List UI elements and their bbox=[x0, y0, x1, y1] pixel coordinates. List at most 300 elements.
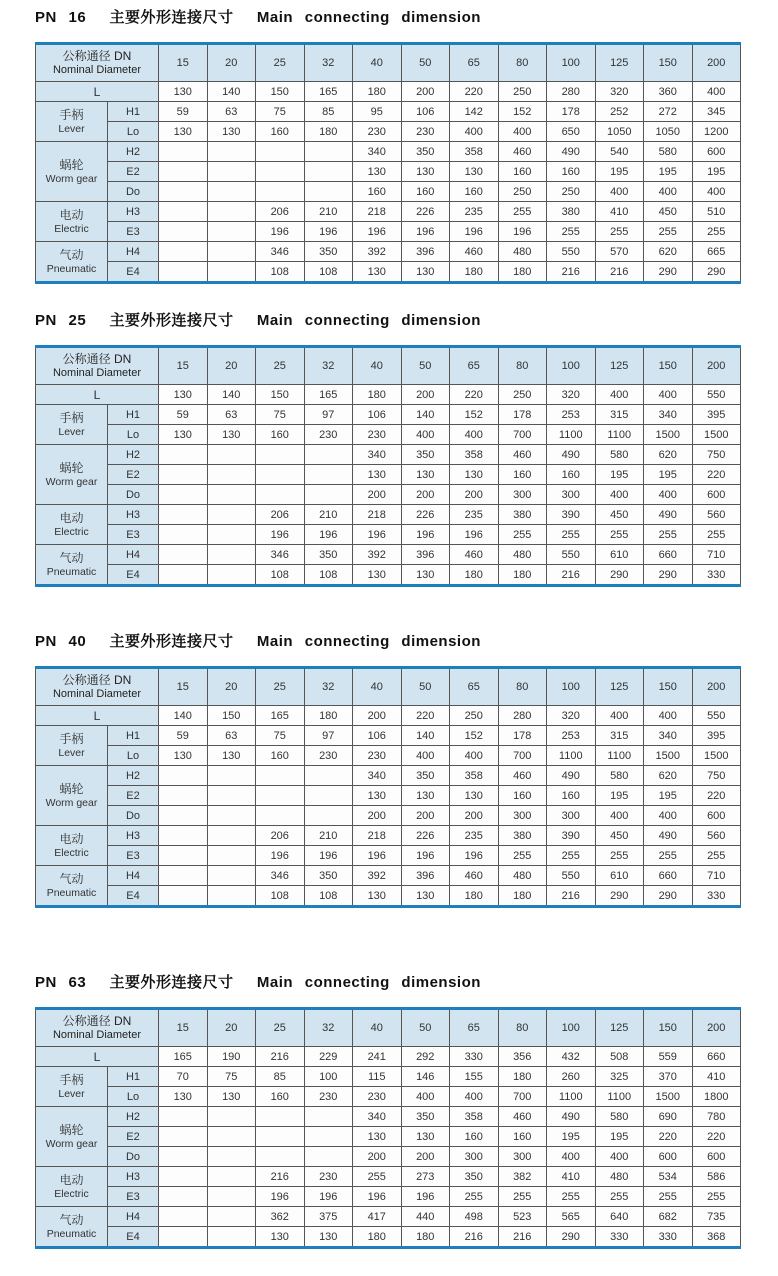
dn-column-200: 200 bbox=[692, 1009, 741, 1047]
value-cell bbox=[207, 445, 256, 465]
value-cell: 610 bbox=[595, 545, 644, 565]
value-cell: 315 bbox=[595, 405, 644, 425]
value-cell: 358 bbox=[450, 142, 499, 162]
value-cell: 130 bbox=[401, 162, 450, 182]
value-cell: 180 bbox=[353, 1227, 402, 1248]
row-label-l: L bbox=[36, 82, 159, 102]
value-cell: 600 bbox=[692, 142, 741, 162]
value-cell: 440 bbox=[401, 1207, 450, 1227]
header-label-en: Nominal Diameter bbox=[52, 1029, 142, 1041]
value-cell bbox=[207, 1187, 256, 1207]
value-cell: 108 bbox=[256, 262, 305, 283]
value-cell: 340 bbox=[353, 766, 402, 786]
value-cell: 350 bbox=[401, 1107, 450, 1127]
value-cell: 290 bbox=[644, 886, 693, 907]
value-cell: 360 bbox=[644, 82, 693, 102]
group-label-zh: 蜗轮 bbox=[59, 460, 84, 475]
value-cell bbox=[207, 262, 256, 283]
value-cell: 255 bbox=[595, 1187, 644, 1207]
title-pn: PN 40 bbox=[35, 633, 87, 650]
value-cell: 130 bbox=[353, 786, 402, 806]
title-pn: PN 63 bbox=[35, 974, 87, 991]
value-cell: 130 bbox=[353, 886, 402, 907]
value-cell bbox=[256, 1107, 305, 1127]
value-cell: 130 bbox=[256, 1227, 305, 1248]
value-cell: 340 bbox=[353, 445, 402, 465]
table-row bbox=[36, 1107, 741, 1127]
value-cell: 498 bbox=[450, 1207, 499, 1227]
header-row bbox=[36, 347, 741, 385]
value-cell: 140 bbox=[207, 82, 256, 102]
value-cell bbox=[304, 162, 353, 182]
value-cell: 160 bbox=[547, 465, 596, 485]
value-cell: 196 bbox=[256, 846, 305, 866]
value-cell: 523 bbox=[498, 1207, 547, 1227]
table-row bbox=[36, 866, 741, 886]
value-cell bbox=[304, 806, 353, 826]
value-cell bbox=[159, 1167, 208, 1187]
value-cell: 255 bbox=[595, 222, 644, 242]
value-cell: 330 bbox=[595, 1227, 644, 1248]
value-cell: 660 bbox=[692, 1047, 741, 1067]
row-label-e2: E2 bbox=[108, 1127, 159, 1147]
dn-column-100: 100 bbox=[547, 668, 596, 706]
value-cell: 206 bbox=[256, 826, 305, 846]
group-label-lever bbox=[36, 405, 108, 445]
value-cell bbox=[159, 846, 208, 866]
title-zh: 主要外形连接尺寸 bbox=[109, 312, 234, 329]
value-cell: 392 bbox=[353, 545, 402, 565]
group-label-en: Electric bbox=[54, 222, 89, 235]
dn-column-25: 25 bbox=[256, 347, 305, 385]
table-row bbox=[36, 122, 741, 142]
value-cell bbox=[207, 485, 256, 505]
value-cell: 1100 bbox=[547, 746, 596, 766]
value-cell bbox=[256, 182, 305, 202]
value-cell: 220 bbox=[692, 1127, 741, 1147]
value-cell: 130 bbox=[450, 162, 499, 182]
value-cell: 220 bbox=[450, 82, 499, 102]
value-cell: 490 bbox=[644, 826, 693, 846]
table-body bbox=[36, 347, 741, 586]
dn-column-150: 150 bbox=[644, 1009, 693, 1047]
value-cell: 1500 bbox=[644, 425, 693, 445]
value-cell: 400 bbox=[644, 385, 693, 405]
value-cell: 460 bbox=[450, 545, 499, 565]
value-cell bbox=[207, 826, 256, 846]
value-cell: 490 bbox=[547, 445, 596, 465]
value-cell bbox=[304, 786, 353, 806]
value-cell: 130 bbox=[353, 162, 402, 182]
value-cell bbox=[207, 1167, 256, 1187]
value-cell bbox=[304, 142, 353, 162]
title-zh: 主要外形连接尺寸 bbox=[109, 9, 234, 26]
dimension-table bbox=[35, 42, 741, 284]
value-cell: 196 bbox=[450, 846, 499, 866]
value-cell: 130 bbox=[207, 122, 256, 142]
value-cell: 195 bbox=[595, 162, 644, 182]
value-cell: 350 bbox=[304, 866, 353, 886]
value-cell: 190 bbox=[207, 1047, 256, 1067]
dn-column-65: 65 bbox=[450, 668, 499, 706]
value-cell: 130 bbox=[207, 425, 256, 445]
value-cell: 345 bbox=[692, 102, 741, 122]
value-cell: 1100 bbox=[595, 1087, 644, 1107]
value-cell: 750 bbox=[692, 445, 741, 465]
value-cell bbox=[207, 1107, 256, 1127]
value-cell: 63 bbox=[207, 102, 256, 122]
value-cell: 390 bbox=[547, 826, 596, 846]
value-cell: 580 bbox=[595, 445, 644, 465]
row-label-h4: H4 bbox=[108, 1207, 159, 1227]
row-label-do: Do bbox=[108, 806, 159, 826]
value-cell: 1100 bbox=[595, 746, 644, 766]
value-cell: 780 bbox=[692, 1107, 741, 1127]
value-cell: 97 bbox=[304, 726, 353, 746]
value-cell: 210 bbox=[304, 505, 353, 525]
table-row bbox=[36, 202, 741, 222]
value-cell: 130 bbox=[401, 1127, 450, 1147]
dn-column-40: 40 bbox=[353, 668, 402, 706]
table-row bbox=[36, 545, 741, 565]
row-label-lo: Lo bbox=[108, 746, 159, 766]
value-cell: 600 bbox=[644, 1147, 693, 1167]
value-cell: 700 bbox=[498, 746, 547, 766]
value-cell: 250 bbox=[498, 82, 547, 102]
group-label-zh: 电动 bbox=[59, 510, 84, 525]
value-cell bbox=[159, 142, 208, 162]
dn-column-32: 32 bbox=[304, 668, 353, 706]
value-cell: 660 bbox=[644, 545, 693, 565]
row-label-h1: H1 bbox=[108, 1067, 159, 1087]
value-cell bbox=[159, 202, 208, 222]
value-cell bbox=[159, 525, 208, 545]
dn-column-80: 80 bbox=[498, 1009, 547, 1047]
value-cell: 220 bbox=[450, 385, 499, 405]
dn-column-200: 200 bbox=[692, 668, 741, 706]
header-label-zh: 公称通径 DN bbox=[62, 1014, 132, 1028]
value-cell: 160 bbox=[547, 786, 596, 806]
dn-column-80: 80 bbox=[498, 44, 547, 82]
value-cell: 180 bbox=[450, 565, 499, 586]
value-cell: 59 bbox=[159, 102, 208, 122]
header-row bbox=[36, 668, 741, 706]
value-cell: 480 bbox=[498, 242, 547, 262]
value-cell: 392 bbox=[353, 242, 402, 262]
dn-column-200: 200 bbox=[692, 347, 741, 385]
value-cell: 400 bbox=[644, 706, 693, 726]
value-cell: 178 bbox=[498, 405, 547, 425]
row-label-e3: E3 bbox=[108, 1187, 159, 1207]
value-cell: 586 bbox=[692, 1167, 741, 1187]
title-en: Main connecting dimension bbox=[256, 974, 481, 991]
value-cell: 220 bbox=[644, 1127, 693, 1147]
value-cell: 400 bbox=[644, 806, 693, 826]
value-cell: 230 bbox=[401, 122, 450, 142]
value-cell: 400 bbox=[595, 706, 644, 726]
value-cell: 410 bbox=[692, 1067, 741, 1087]
group-label-electric bbox=[36, 202, 108, 242]
value-cell: 380 bbox=[498, 826, 547, 846]
group-label-zh: 蜗轮 bbox=[59, 1122, 84, 1137]
dn-column-20: 20 bbox=[207, 1009, 256, 1047]
value-cell: 400 bbox=[644, 182, 693, 202]
value-cell: 150 bbox=[256, 82, 305, 102]
value-cell: 392 bbox=[353, 866, 402, 886]
value-cell: 390 bbox=[547, 505, 596, 525]
value-cell: 196 bbox=[401, 1187, 450, 1207]
table-row bbox=[36, 1127, 741, 1147]
group-label-zh: 电动 bbox=[59, 207, 84, 222]
value-cell: 460 bbox=[450, 242, 499, 262]
row-label-h1: H1 bbox=[108, 726, 159, 746]
value-cell: 400 bbox=[692, 82, 741, 102]
value-cell: 460 bbox=[498, 766, 547, 786]
value-cell: 210 bbox=[304, 826, 353, 846]
value-cell: 196 bbox=[353, 222, 402, 242]
section bbox=[35, 309, 741, 587]
value-cell: 400 bbox=[401, 1087, 450, 1107]
value-cell: 200 bbox=[450, 485, 499, 505]
value-cell: 290 bbox=[644, 565, 693, 586]
row-label-h3: H3 bbox=[108, 202, 159, 222]
nominal-diameter-header bbox=[36, 347, 159, 385]
value-cell: 200 bbox=[401, 1147, 450, 1167]
group-label-en: Electric bbox=[54, 846, 89, 859]
value-cell: 650 bbox=[547, 122, 596, 142]
section-title bbox=[35, 309, 741, 330]
value-cell: 180 bbox=[498, 262, 547, 283]
value-cell bbox=[304, 1127, 353, 1147]
table-row bbox=[36, 465, 741, 485]
value-cell: 417 bbox=[353, 1207, 402, 1227]
row-label-e3: E3 bbox=[108, 525, 159, 545]
value-cell: 130 bbox=[159, 1087, 208, 1107]
value-cell: 580 bbox=[595, 766, 644, 786]
nominal-diameter-header bbox=[36, 1009, 159, 1047]
row-label-h2: H2 bbox=[108, 142, 159, 162]
value-cell bbox=[159, 1207, 208, 1227]
value-cell: 195 bbox=[644, 786, 693, 806]
dn-column-65: 65 bbox=[450, 1009, 499, 1047]
value-cell: 200 bbox=[401, 385, 450, 405]
value-cell bbox=[207, 202, 256, 222]
value-cell: 178 bbox=[547, 102, 596, 122]
value-cell: 300 bbox=[498, 1147, 547, 1167]
title-en: Main connecting dimension bbox=[256, 312, 481, 329]
table-row bbox=[36, 445, 741, 465]
value-cell: 130 bbox=[304, 1227, 353, 1248]
value-cell: 180 bbox=[353, 82, 402, 102]
value-cell bbox=[256, 786, 305, 806]
value-cell: 600 bbox=[692, 806, 741, 826]
value-cell: 510 bbox=[692, 202, 741, 222]
value-cell: 292 bbox=[401, 1047, 450, 1067]
group-label-en: Pneumatic bbox=[46, 262, 97, 275]
value-cell bbox=[207, 1207, 256, 1227]
table-row bbox=[36, 262, 741, 283]
value-cell: 226 bbox=[401, 826, 450, 846]
value-cell: 160 bbox=[256, 1087, 305, 1107]
value-cell: 152 bbox=[450, 726, 499, 746]
row-label-h4: H4 bbox=[108, 866, 159, 886]
value-cell bbox=[159, 505, 208, 525]
value-cell: 410 bbox=[547, 1167, 596, 1187]
dn-column-150: 150 bbox=[644, 668, 693, 706]
value-cell: 70 bbox=[159, 1067, 208, 1087]
value-cell: 400 bbox=[595, 485, 644, 505]
value-cell: 180 bbox=[304, 706, 353, 726]
value-cell: 255 bbox=[498, 202, 547, 222]
value-cell: 396 bbox=[401, 866, 450, 886]
value-cell: 1050 bbox=[644, 122, 693, 142]
value-cell: 320 bbox=[547, 706, 596, 726]
group-label-lever bbox=[36, 1067, 108, 1107]
value-cell: 160 bbox=[547, 162, 596, 182]
row-label-h3: H3 bbox=[108, 826, 159, 846]
value-cell: 253 bbox=[547, 405, 596, 425]
dn-column-32: 32 bbox=[304, 347, 353, 385]
group-label-lever bbox=[36, 726, 108, 766]
value-cell: 1200 bbox=[692, 122, 741, 142]
value-cell: 140 bbox=[159, 706, 208, 726]
value-cell: 216 bbox=[498, 1227, 547, 1248]
value-cell: 700 bbox=[498, 1087, 547, 1107]
row-label-do: Do bbox=[108, 182, 159, 202]
value-cell bbox=[207, 565, 256, 586]
l-row bbox=[36, 1047, 741, 1067]
value-cell: 620 bbox=[644, 242, 693, 262]
value-cell bbox=[207, 142, 256, 162]
value-cell: 460 bbox=[498, 445, 547, 465]
value-cell: 700 bbox=[498, 425, 547, 445]
group-label-pneumatic bbox=[36, 545, 108, 586]
value-cell: 450 bbox=[595, 826, 644, 846]
value-cell: 230 bbox=[304, 746, 353, 766]
value-cell: 330 bbox=[692, 886, 741, 907]
value-cell: 550 bbox=[547, 242, 596, 262]
value-cell bbox=[159, 242, 208, 262]
value-cell: 160 bbox=[401, 182, 450, 202]
value-cell: 559 bbox=[644, 1047, 693, 1067]
value-cell: 195 bbox=[692, 162, 741, 182]
value-cell: 255 bbox=[644, 222, 693, 242]
dn-column-50: 50 bbox=[401, 44, 450, 82]
section bbox=[35, 971, 741, 1249]
dn-column-40: 40 bbox=[353, 1009, 402, 1047]
dn-column-15: 15 bbox=[159, 668, 208, 706]
value-cell: 550 bbox=[692, 385, 741, 405]
value-cell: 195 bbox=[595, 786, 644, 806]
row-label-lo: Lo bbox=[108, 1087, 159, 1107]
row-label-e2: E2 bbox=[108, 465, 159, 485]
value-cell bbox=[207, 866, 256, 886]
table-row bbox=[36, 726, 741, 746]
value-cell: 400 bbox=[450, 1087, 499, 1107]
value-cell: 160 bbox=[256, 122, 305, 142]
value-cell: 400 bbox=[595, 182, 644, 202]
group-label-worm-gear bbox=[36, 1107, 108, 1167]
value-cell bbox=[159, 806, 208, 826]
value-cell: 146 bbox=[401, 1067, 450, 1087]
value-cell: 200 bbox=[450, 806, 499, 826]
dn-column-150: 150 bbox=[644, 44, 693, 82]
group-label-zh: 蜗轮 bbox=[59, 781, 84, 796]
value-cell: 108 bbox=[304, 262, 353, 283]
value-cell bbox=[304, 766, 353, 786]
value-cell: 600 bbox=[692, 485, 741, 505]
value-cell: 180 bbox=[498, 565, 547, 586]
value-cell: 368 bbox=[692, 1227, 741, 1248]
value-cell: 150 bbox=[256, 385, 305, 405]
value-cell: 142 bbox=[450, 102, 499, 122]
value-cell: 160 bbox=[498, 786, 547, 806]
value-cell: 490 bbox=[547, 766, 596, 786]
value-cell: 480 bbox=[595, 1167, 644, 1187]
group-label-electric bbox=[36, 505, 108, 545]
value-cell: 218 bbox=[353, 505, 402, 525]
dn-column-20: 20 bbox=[207, 347, 256, 385]
value-cell: 130 bbox=[353, 565, 402, 586]
value-cell: 206 bbox=[256, 505, 305, 525]
value-cell: 1050 bbox=[595, 122, 644, 142]
row-label-do: Do bbox=[108, 1147, 159, 1167]
value-cell: 216 bbox=[547, 886, 596, 907]
table-row bbox=[36, 242, 741, 262]
row-label-h4: H4 bbox=[108, 545, 159, 565]
value-cell: 130 bbox=[353, 262, 402, 283]
value-cell: 320 bbox=[547, 385, 596, 405]
value-cell: 140 bbox=[401, 726, 450, 746]
table-row bbox=[36, 806, 741, 826]
value-cell: 560 bbox=[692, 826, 741, 846]
value-cell: 196 bbox=[353, 525, 402, 545]
dn-column-65: 65 bbox=[450, 44, 499, 82]
value-cell: 1500 bbox=[644, 746, 693, 766]
value-cell: 216 bbox=[547, 565, 596, 586]
value-cell: 260 bbox=[547, 1067, 596, 1087]
dn-column-100: 100 bbox=[547, 347, 596, 385]
value-cell: 85 bbox=[256, 1067, 305, 1087]
value-cell bbox=[256, 1147, 305, 1167]
group-label-en: Worm gear bbox=[45, 796, 98, 809]
value-cell: 130 bbox=[207, 1087, 256, 1107]
value-cell: 255 bbox=[353, 1167, 402, 1187]
dn-column-80: 80 bbox=[498, 347, 547, 385]
header-row bbox=[36, 44, 741, 82]
value-cell: 200 bbox=[353, 485, 402, 505]
title-pn: PN 25 bbox=[35, 312, 87, 329]
value-cell bbox=[256, 142, 305, 162]
value-cell: 160 bbox=[256, 425, 305, 445]
value-cell bbox=[256, 162, 305, 182]
value-cell: 130 bbox=[207, 746, 256, 766]
header-label-zh: 公称通径 DN bbox=[62, 673, 132, 687]
value-cell: 358 bbox=[450, 445, 499, 465]
row-label-e2: E2 bbox=[108, 786, 159, 806]
value-cell: 196 bbox=[498, 222, 547, 242]
value-cell bbox=[159, 1127, 208, 1147]
nominal-diameter-header bbox=[36, 44, 159, 82]
value-cell: 195 bbox=[644, 465, 693, 485]
value-cell: 682 bbox=[644, 1207, 693, 1227]
value-cell bbox=[256, 445, 305, 465]
group-label-worm-gear bbox=[36, 445, 108, 505]
header-label-en: Nominal Diameter bbox=[52, 688, 142, 700]
table-row bbox=[36, 405, 741, 425]
value-cell: 226 bbox=[401, 505, 450, 525]
value-cell: 100 bbox=[304, 1067, 353, 1087]
